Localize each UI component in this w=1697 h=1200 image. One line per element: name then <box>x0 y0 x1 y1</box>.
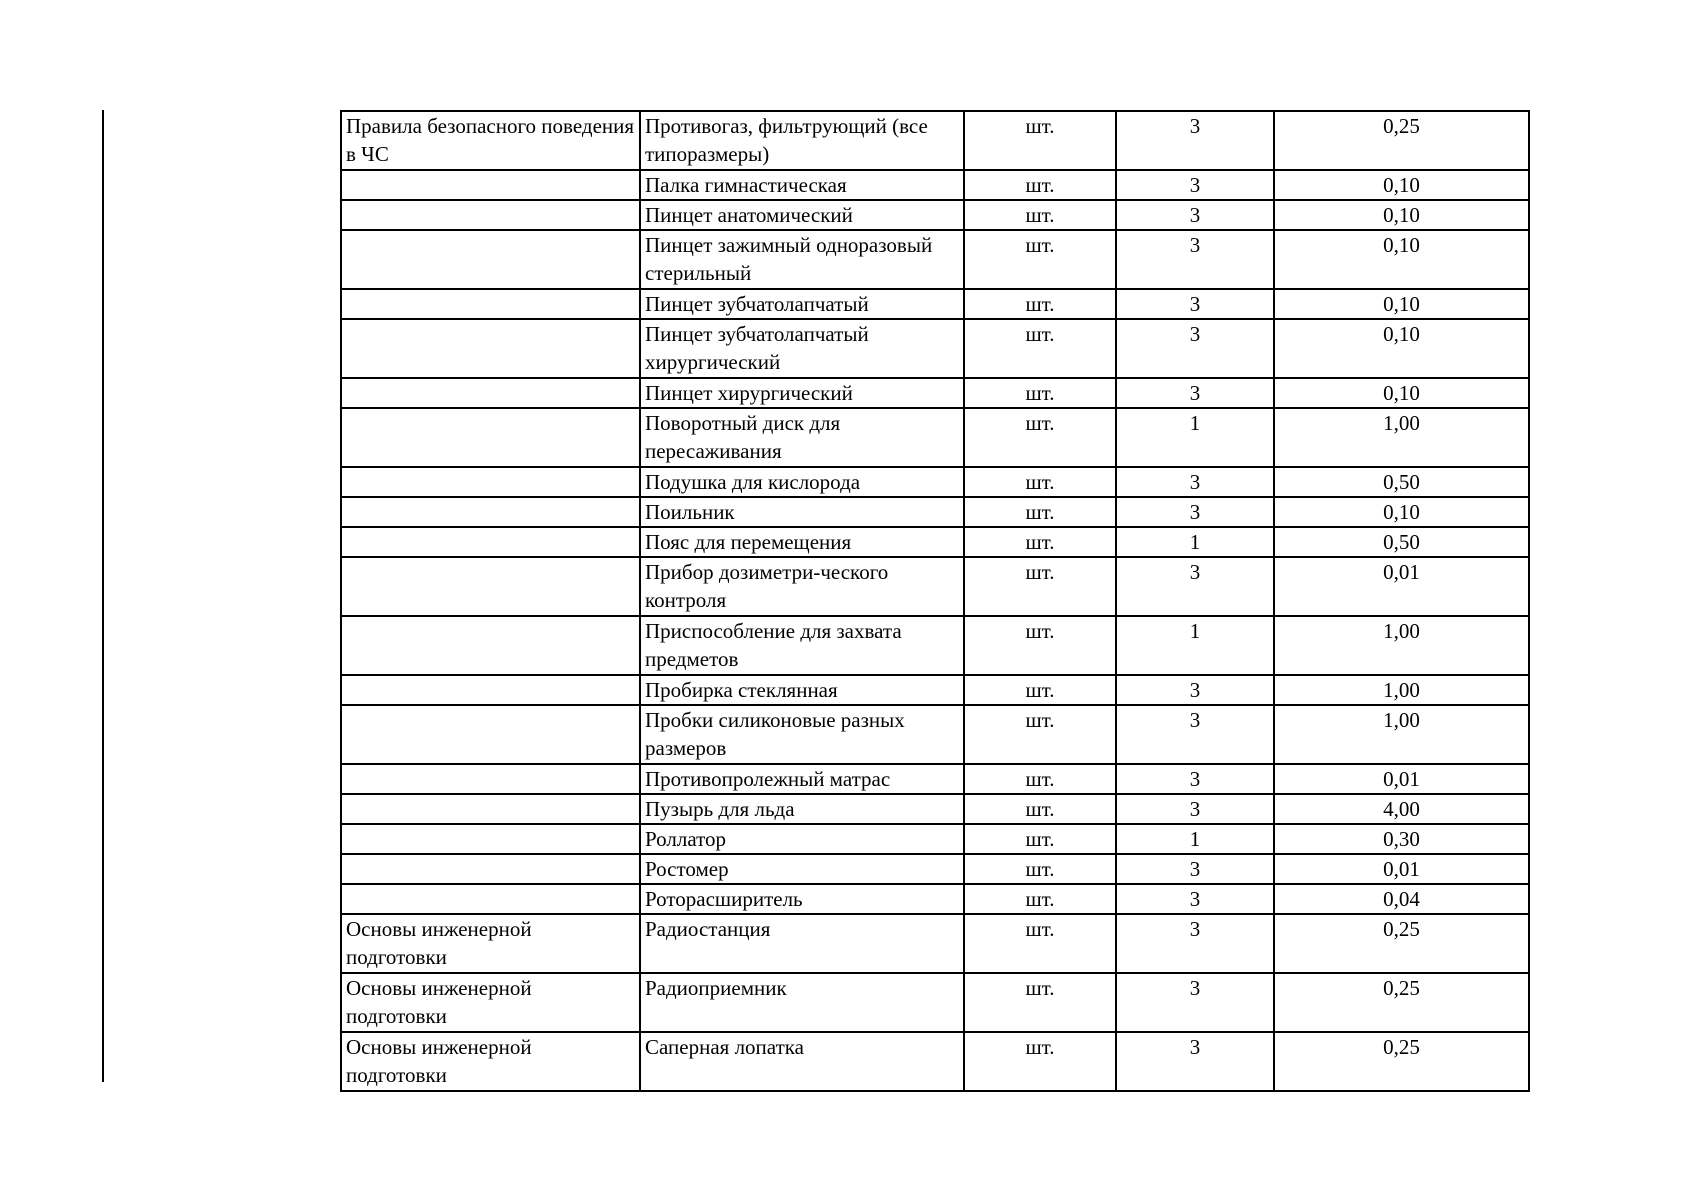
table-row <box>341 378 1529 408</box>
norm-cell: 0,10 <box>1274 230 1529 289</box>
table-row <box>341 1032 1529 1091</box>
section-cell: Правила безопасного поведения в ЧС <box>341 111 640 170</box>
norm-cell: 0,01 <box>1274 854 1529 884</box>
section-cell <box>341 794 640 824</box>
norm-cell: 0,25 <box>1274 973 1529 1032</box>
item-name-cell: Противопролежный матрас <box>640 764 964 794</box>
item-name-cell: Пинцет зажимный одноразовый стерильный <box>640 230 964 289</box>
section-cell <box>341 557 640 616</box>
unit-cell: шт. <box>964 319 1116 378</box>
unit-cell: шт. <box>964 497 1116 527</box>
item-name-cell: Прибор дозиметри-ческого контроля <box>640 557 964 616</box>
norm-cell: 0,10 <box>1274 289 1529 319</box>
unit-cell: шт. <box>964 289 1116 319</box>
quantity-cell: 1 <box>1116 527 1274 557</box>
item-name-cell: Пинцет зубчатолапчатый хирургический <box>640 319 964 378</box>
norm-cell: 0,04 <box>1274 884 1529 914</box>
quantity-cell: 3 <box>1116 200 1274 230</box>
norm-cell: 0,01 <box>1274 557 1529 616</box>
norm-cell: 1,00 <box>1274 616 1529 675</box>
norm-cell: 0,10 <box>1274 497 1529 527</box>
table-row <box>341 973 1529 1032</box>
quantity-cell: 3 <box>1116 170 1274 200</box>
unit-cell: шт. <box>964 824 1116 854</box>
section-cell <box>341 200 640 230</box>
item-name-cell: Пояс для перемещения <box>640 527 964 557</box>
norm-cell: 0,30 <box>1274 824 1529 854</box>
quantity-cell: 1 <box>1116 616 1274 675</box>
quantity-cell: 3 <box>1116 884 1274 914</box>
norm-cell: 0,25 <box>1274 111 1529 170</box>
quantity-cell: 3 <box>1116 289 1274 319</box>
quantity-cell: 1 <box>1116 824 1274 854</box>
unit-cell: шт. <box>964 111 1116 170</box>
table-row <box>341 616 1529 675</box>
unit-cell: шт. <box>964 884 1116 914</box>
item-name-cell: Пинцет анатомический <box>640 200 964 230</box>
section-cell <box>341 616 640 675</box>
table-row <box>341 200 1529 230</box>
item-name-cell: Палка гимнастическая <box>640 170 964 200</box>
table-row <box>341 705 1529 764</box>
item-name-cell: Роторасширитель <box>640 884 964 914</box>
section-cell <box>341 467 640 497</box>
section-cell <box>341 824 640 854</box>
norm-cell: 4,00 <box>1274 794 1529 824</box>
item-name-cell: Ростомер <box>640 854 964 884</box>
section-cell <box>341 289 640 319</box>
section-cell <box>341 230 640 289</box>
unit-cell: шт. <box>964 200 1116 230</box>
item-name-cell: Радиостанция <box>640 914 964 973</box>
item-name-cell: Саперная лопатка <box>640 1032 964 1091</box>
table-row <box>341 824 1529 854</box>
quantity-cell: 3 <box>1116 854 1274 884</box>
norm-cell: 0,25 <box>1274 1032 1529 1091</box>
table-row <box>341 497 1529 527</box>
item-name-cell: Подушка для кислорода <box>640 467 964 497</box>
norm-cell: 0,10 <box>1274 378 1529 408</box>
section-cell <box>341 378 640 408</box>
section-cell <box>341 854 640 884</box>
item-name-cell: Пинцет зубчатолапчатый <box>640 289 964 319</box>
unit-cell: шт. <box>964 230 1116 289</box>
norm-cell: 1,00 <box>1274 705 1529 764</box>
section-cell <box>341 408 640 467</box>
section-cell <box>341 497 640 527</box>
section-cell <box>341 675 640 705</box>
item-name-cell: Роллатор <box>640 824 964 854</box>
norm-cell: 0,10 <box>1274 170 1529 200</box>
quantity-cell: 3 <box>1116 378 1274 408</box>
unit-cell: шт. <box>964 527 1116 557</box>
item-name-cell: Противогаз, фильтрующий (все типоразмеры) <box>640 111 964 170</box>
item-name-cell: Пинцет хирургический <box>640 378 964 408</box>
norm-cell: 0,01 <box>1274 764 1529 794</box>
quantity-cell: 3 <box>1116 1032 1274 1091</box>
unit-cell: шт. <box>964 378 1116 408</box>
norm-cell: 1,00 <box>1274 675 1529 705</box>
quantity-cell: 3 <box>1116 973 1274 1032</box>
unit-cell: шт. <box>964 914 1116 973</box>
table-row <box>341 527 1529 557</box>
item-name-cell: Пробки силиконовые разных размеров <box>640 705 964 764</box>
norm-cell: 0,50 <box>1274 467 1529 497</box>
quantity-cell: 3 <box>1116 794 1274 824</box>
section-cell <box>341 170 640 200</box>
quantity-cell: 3 <box>1116 467 1274 497</box>
item-name-cell: Поильник <box>640 497 964 527</box>
table-row <box>341 854 1529 884</box>
quantity-cell: 3 <box>1116 914 1274 973</box>
quantity-cell: 3 <box>1116 497 1274 527</box>
section-cell: Основы инженерной подготовки <box>341 914 640 973</box>
unit-cell: шт. <box>964 616 1116 675</box>
table-row <box>341 675 1529 705</box>
unit-cell: шт. <box>964 1032 1116 1091</box>
unit-cell: шт. <box>964 854 1116 884</box>
table-row <box>341 884 1529 914</box>
quantity-cell: 1 <box>1116 408 1274 467</box>
item-name-cell: Приспособление для захвата предметов <box>640 616 964 675</box>
norm-cell: 0,10 <box>1274 200 1529 230</box>
unit-cell: шт. <box>964 408 1116 467</box>
table-row <box>341 170 1529 200</box>
equipment-table <box>340 110 1530 1092</box>
section-cell <box>341 705 640 764</box>
quantity-cell: 3 <box>1116 319 1274 378</box>
quantity-cell: 3 <box>1116 111 1274 170</box>
unit-cell: шт. <box>964 170 1116 200</box>
table-row <box>341 289 1529 319</box>
unit-cell: шт. <box>964 973 1116 1032</box>
item-name-cell: Пузырь для льда <box>640 794 964 824</box>
unit-cell: шт. <box>964 467 1116 497</box>
table-row <box>341 319 1529 378</box>
section-cell <box>341 527 640 557</box>
table-row <box>341 794 1529 824</box>
quantity-cell: 3 <box>1116 764 1274 794</box>
quantity-cell: 3 <box>1116 557 1274 616</box>
table-row <box>341 408 1529 467</box>
table-row <box>341 914 1529 973</box>
unit-cell: шт. <box>964 675 1116 705</box>
section-cell <box>341 764 640 794</box>
unit-cell: шт. <box>964 794 1116 824</box>
table-row <box>341 230 1529 289</box>
norm-cell: 0,25 <box>1274 914 1529 973</box>
norm-cell: 0,10 <box>1274 319 1529 378</box>
section-cell <box>341 884 640 914</box>
quantity-cell: 3 <box>1116 705 1274 764</box>
norm-cell: 1,00 <box>1274 408 1529 467</box>
section-cell: Основы инженерной подготовки <box>341 1032 640 1091</box>
unit-cell: шт. <box>964 705 1116 764</box>
item-name-cell: Поворотный диск для пересаживания <box>640 408 964 467</box>
unit-cell: шт. <box>964 557 1116 616</box>
table-row <box>341 764 1529 794</box>
item-name-cell: Пробирка стеклянная <box>640 675 964 705</box>
left-margin-rule <box>102 110 104 1082</box>
quantity-cell: 3 <box>1116 230 1274 289</box>
table-row <box>341 467 1529 497</box>
unit-cell: шт. <box>964 764 1116 794</box>
table-row <box>341 557 1529 616</box>
quantity-cell: 3 <box>1116 675 1274 705</box>
table-row <box>341 111 1529 170</box>
section-cell: Основы инженерной подготовки <box>341 973 640 1032</box>
section-cell <box>341 319 640 378</box>
item-name-cell: Радиоприемник <box>640 973 964 1032</box>
norm-cell: 0,50 <box>1274 527 1529 557</box>
